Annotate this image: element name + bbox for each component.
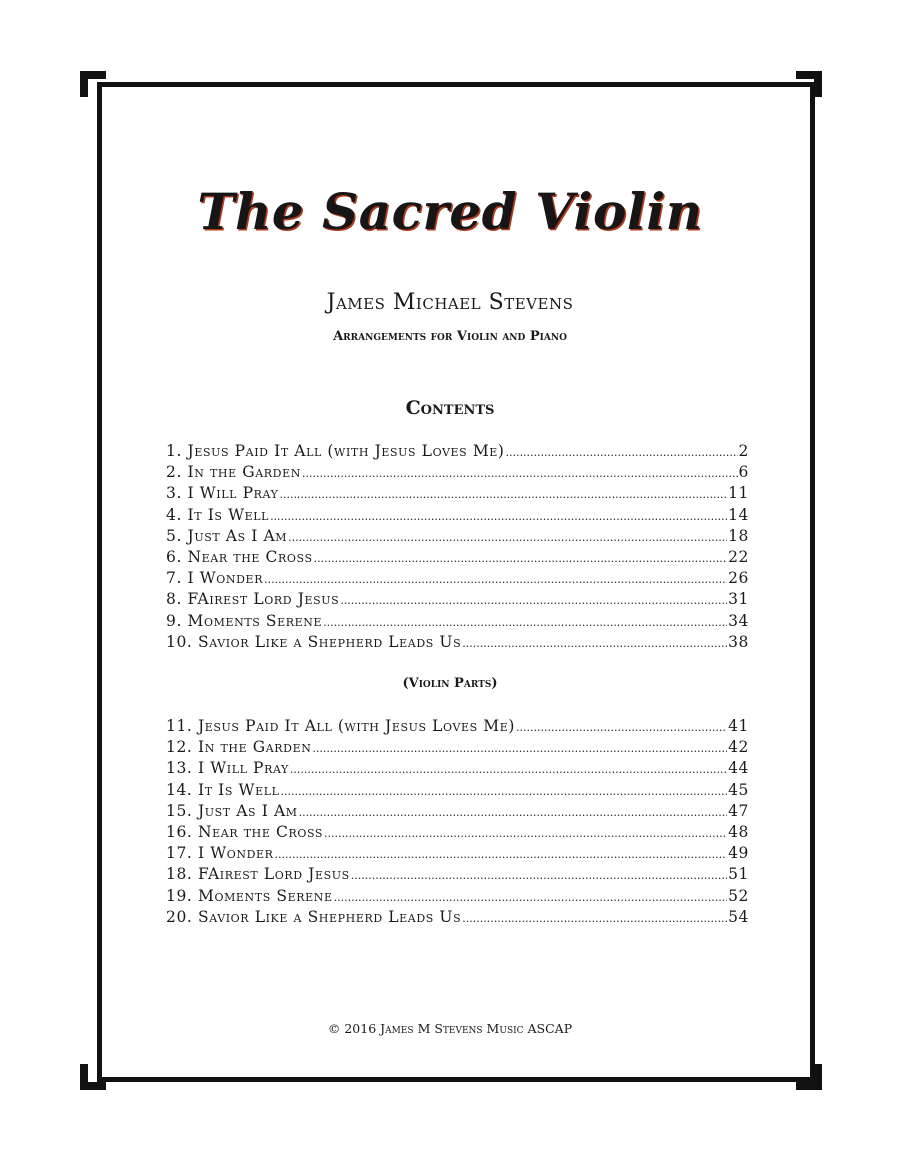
dot-leader bbox=[314, 548, 727, 569]
toc-violin-list bbox=[166, 716, 749, 928]
toc-main-list bbox=[166, 441, 749, 653]
corner-ornament-bottom-left bbox=[80, 1064, 106, 1090]
toc-entry[interactable] bbox=[166, 589, 749, 610]
toc-entry-title: 11. Jesus Paid It All (with Jesus Loves Me) bbox=[166, 717, 516, 735]
dot-leader bbox=[506, 442, 738, 463]
violin-parts-heading: (Violin Parts) bbox=[402, 676, 498, 691]
toc-entry-title: 14. It Is Well bbox=[166, 780, 280, 799]
toc-entry[interactable] bbox=[166, 864, 749, 885]
toc-entry-page: 54 bbox=[728, 907, 749, 926]
toc-entry-page: 22 bbox=[728, 547, 749, 566]
corner-ornament-bottom-right bbox=[796, 1064, 822, 1090]
toc-entry-page: 42 bbox=[728, 738, 749, 757]
dot-leader bbox=[351, 865, 727, 886]
toc-entry-title: 12. In the Garden bbox=[166, 738, 312, 757]
dot-leader bbox=[281, 781, 728, 802]
toc-entry-title: 5. Just As I Am bbox=[166, 526, 288, 545]
dot-leader bbox=[279, 484, 727, 505]
toc-entry-title: 7. I Wonder bbox=[166, 569, 264, 588]
toc-entry-title: 15. Just As I Am bbox=[166, 801, 298, 820]
toc-entry[interactable] bbox=[166, 483, 749, 504]
dot-leader bbox=[334, 887, 727, 908]
dot-leader bbox=[340, 590, 727, 611]
toc-entry-title: 17. I Wonder bbox=[166, 844, 274, 863]
toc-entry[interactable] bbox=[166, 716, 749, 737]
dot-leader bbox=[324, 823, 727, 844]
toc-entry-title: 2. In the Garden bbox=[166, 463, 301, 482]
toc-entry-page: 11 bbox=[728, 484, 749, 503]
toc-entry-title: 8. FAirest Lord Jesus bbox=[166, 590, 340, 609]
dot-leader bbox=[462, 633, 727, 654]
dot-leader bbox=[270, 506, 727, 527]
toc-entry[interactable] bbox=[166, 462, 749, 483]
toc-entry-page: 18 bbox=[728, 526, 749, 545]
toc-entry-title: 9. Moments Serene bbox=[166, 611, 323, 630]
toc-entry-title: 16. Near the Cross bbox=[166, 822, 324, 841]
toc-entry-page: 41 bbox=[728, 717, 749, 735]
toc-entry[interactable] bbox=[166, 568, 749, 589]
toc-entry-page: 51 bbox=[728, 865, 749, 884]
toc-entry[interactable] bbox=[166, 632, 749, 653]
corner-ornament-top-right bbox=[796, 71, 822, 97]
toc-entry[interactable] bbox=[166, 611, 749, 632]
toc-entry-title: 13. I Will Pray bbox=[166, 759, 289, 778]
toc-entry[interactable] bbox=[166, 505, 749, 526]
toc-entry-title: 1. Jesus Paid It All (with Jesus Loves Me) bbox=[166, 442, 505, 460]
corner-ornament-top-left bbox=[80, 71, 106, 97]
toc-entry-page: 48 bbox=[728, 822, 749, 841]
toc-entry-page: 38 bbox=[728, 632, 749, 651]
toc-entry-page: 49 bbox=[728, 844, 749, 863]
toc-entry-page: 26 bbox=[728, 569, 749, 588]
toc-entry-page: 31 bbox=[728, 590, 749, 609]
toc-entry-title: 18. FAirest Lord Jesus bbox=[166, 865, 350, 884]
dot-leader bbox=[323, 612, 727, 633]
toc-entry[interactable] bbox=[166, 801, 749, 822]
toc-entry-title: 20. Savior Like a Shepherd Leads Us bbox=[166, 907, 462, 926]
toc-entry-page: 34 bbox=[728, 611, 749, 630]
dot-leader bbox=[299, 802, 727, 823]
toc-entry-title: 10. Savior Like a Shepherd Leads Us bbox=[166, 632, 462, 651]
dot-leader bbox=[264, 569, 727, 590]
toc-entry[interactable] bbox=[166, 547, 749, 568]
toc-entry[interactable] bbox=[166, 822, 749, 843]
toc-entry[interactable] bbox=[166, 441, 749, 462]
book-subtitle: Arrangements for Violin and Piano bbox=[333, 329, 567, 344]
book-title: The Sacred Violin bbox=[197, 182, 703, 241]
toc-entry-title: 6. Near the Cross bbox=[166, 547, 313, 566]
dot-leader bbox=[290, 759, 727, 780]
toc-entry-page: 44 bbox=[728, 759, 749, 778]
dot-leader bbox=[302, 463, 738, 484]
toc-entry[interactable] bbox=[166, 526, 749, 547]
toc-entry[interactable] bbox=[166, 843, 749, 864]
copyright-notice: © 2016 James M Stevens Music ASCAP bbox=[327, 1021, 573, 1036]
toc-entry[interactable] bbox=[166, 907, 749, 928]
toc-entry-page: 47 bbox=[728, 801, 749, 820]
toc-entry[interactable] bbox=[166, 758, 749, 779]
toc-entry-page: 14 bbox=[728, 505, 749, 524]
toc-entry[interactable] bbox=[166, 737, 749, 758]
toc-entry[interactable] bbox=[166, 780, 749, 801]
toc-entry-title: 3. I Will Pray bbox=[166, 484, 279, 503]
toc-entry-page: 2 bbox=[738, 442, 749, 460]
toc-entry[interactable] bbox=[166, 886, 749, 907]
author-name: James Michael Stevens bbox=[326, 290, 574, 315]
toc-entry-title: 19. Moments Serene bbox=[166, 886, 333, 905]
dot-leader bbox=[462, 908, 727, 929]
dot-leader bbox=[516, 717, 727, 738]
toc-entry-page: 6 bbox=[738, 463, 749, 482]
toc-entry-page: 45 bbox=[728, 780, 749, 799]
dot-leader bbox=[312, 738, 727, 759]
dot-leader bbox=[288, 527, 727, 548]
contents-heading: Contents bbox=[405, 397, 495, 419]
dot-leader bbox=[275, 844, 728, 865]
toc-entry-page: 52 bbox=[728, 886, 749, 905]
toc-entry-title: 4. It Is Well bbox=[166, 505, 270, 524]
